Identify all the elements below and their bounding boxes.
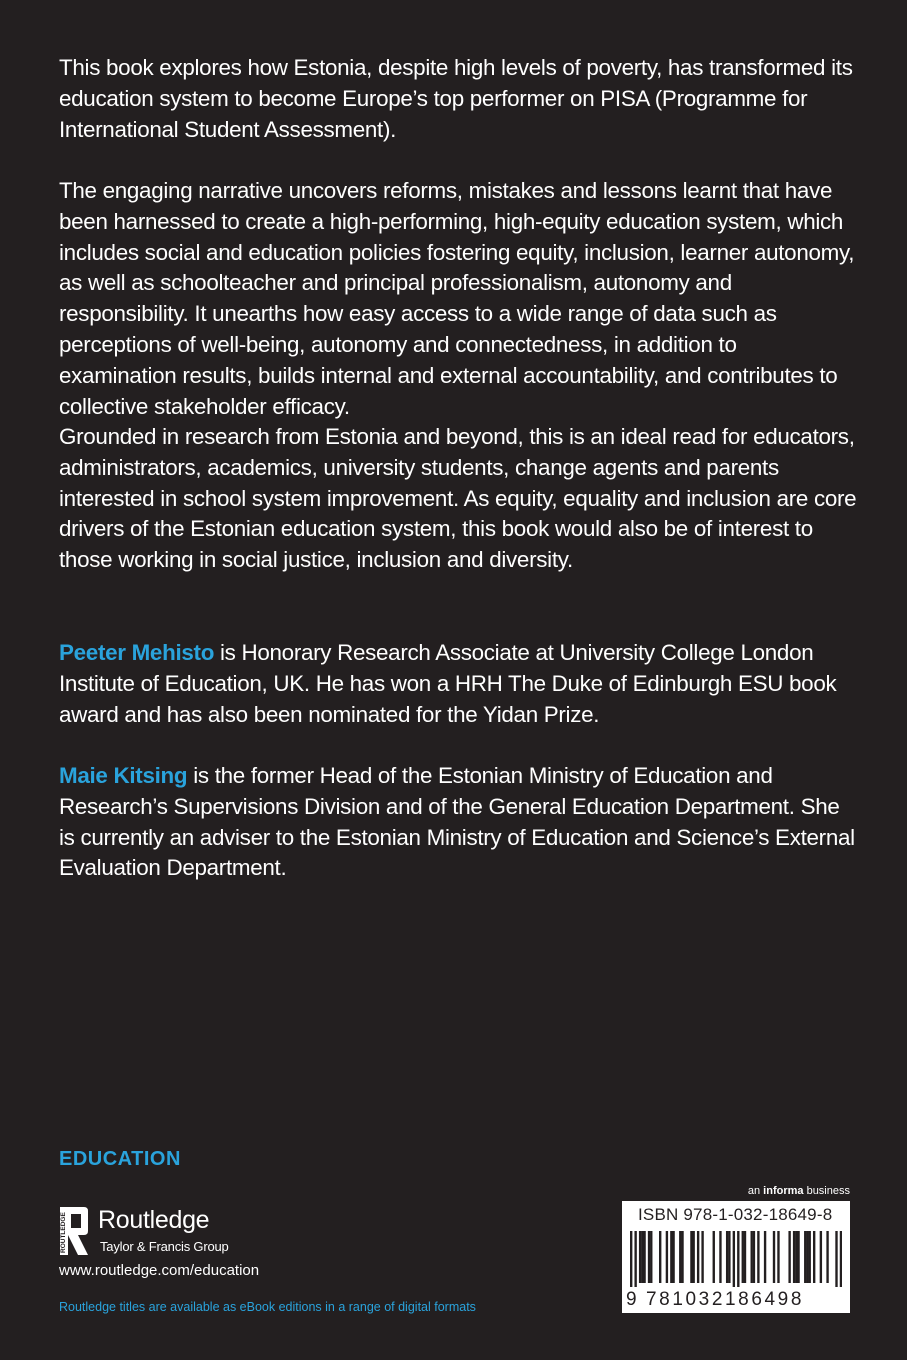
barcode-bar: [634, 1231, 636, 1287]
informa-brand: informa: [763, 1185, 804, 1197]
barcode-bar: [744, 1231, 746, 1283]
barcode-bar: [751, 1231, 753, 1283]
barcode-bar: [670, 1231, 672, 1283]
barcode-bar: [692, 1231, 694, 1283]
barcode-bar: [788, 1231, 790, 1283]
barcode-bar: [809, 1231, 811, 1283]
barcode-bar: [643, 1231, 645, 1283]
barcode-bar: [701, 1231, 703, 1283]
barcode-bar: [753, 1231, 755, 1283]
barcode-bar: [672, 1231, 674, 1283]
barcode-bar: [648, 1231, 650, 1283]
barcode-bar: [737, 1231, 739, 1287]
barcode-bar: [719, 1231, 721, 1283]
barcode-bar: [641, 1231, 643, 1283]
isbn-first-digit: 9: [626, 1289, 637, 1310]
routledge-r-icon: [54, 1205, 90, 1257]
barcode-bar: [733, 1231, 735, 1287]
barcode-bar: [726, 1231, 728, 1283]
barcode-bar: [690, 1231, 692, 1283]
barcode-bar: [813, 1231, 815, 1283]
barcode-bar: [806, 1231, 808, 1283]
isbn-digits: 781032186498: [646, 1289, 805, 1310]
publisher-url[interactable]: www.routledge.com/education: [59, 1262, 260, 1279]
informa-business-tag: [748, 1185, 850, 1197]
barcode-bar: [835, 1231, 837, 1287]
barcode-bar: [639, 1231, 641, 1283]
author-name-1: Peeter Mehisto: [59, 640, 215, 665]
barcode-bar: [797, 1231, 799, 1283]
blurb-paragraph-1: This book explores how Estonia, despite high levels of poverty, has transformed its education system to become Europe’s top performer on PISA (Programme for International Student Assessment).: [59, 55, 853, 142]
blurb-paragraph-2: The engaging narrative uncovers reforms, mistakes and lessons learnt that have been harnessed to create a high-performing, high-equity education system, which includes social and education policies fostering equity, inclusion, learner autonomy, as well as schoolteacher and principal professionalism, autonomy and responsibility. It unearths how easy access to a wide range of data such as perceptions of well-being, autonomy and connectedness, in addition to examination results, builds internal and external accountability, and contributes to collective stakeholder efficacy.: [59, 178, 855, 419]
publisher-name: Routledge: [98, 1206, 210, 1234]
barcode-bar: [666, 1231, 668, 1283]
barcode-bar: [697, 1231, 699, 1283]
ebook-note: Routledge titles are available as eBook editions in a range of digital formats: [59, 1300, 476, 1314]
barcode-bar: [795, 1231, 797, 1283]
isbn-barcode: [622, 1201, 850, 1313]
barcode-bars: [630, 1231, 842, 1287]
barcode-bar: [793, 1231, 795, 1283]
routledge-vertical-mark: ROUTLEDGE: [60, 1212, 67, 1253]
informa-prefix: an: [747, 1185, 764, 1197]
subject-category: EDUCATION: [59, 1148, 181, 1170]
author-name-2: Maie Kitsing: [59, 763, 188, 788]
barcode-bar: [659, 1231, 661, 1283]
barcode-bar: [820, 1231, 822, 1283]
barcode-bar: [773, 1231, 775, 1283]
barcode-bar: [679, 1231, 681, 1283]
blurb-paragraph-3: Grounded in research from Estonia and beyond, this is an ideal read for educators, administrators, academics, university students, change agents and parents interested in school system improvement. As equity, equality and inclusion are core drivers of the Estonian education system, this book would also be of interest to those working in social justice, inclusion and diversity.: [59, 424, 857, 573]
barcode-bar: [804, 1231, 806, 1283]
routledge-logo: [54, 1205, 254, 1259]
barcode-bar: [728, 1231, 730, 1283]
barcode-bar: [840, 1231, 842, 1287]
informa-suffix: business: [803, 1185, 850, 1197]
barcode-bar: [742, 1231, 744, 1283]
barcode-bar: [650, 1231, 652, 1283]
author-bio-text-2: is the former Head of the Estonian Ministry of Education and Research’s Supervisions Division and of the General Education Department. She is currently an adviser to the Estonian Ministry of Education and Science’s External Evaluation Department.: [59, 763, 855, 881]
barcode-bar: [713, 1231, 715, 1283]
isbn-label: ISBN 978-1-032-18649-8: [638, 1205, 833, 1224]
barcode-bar: [764, 1231, 766, 1283]
author-bio-2: [59, 761, 859, 884]
barcode-bar: [777, 1231, 779, 1283]
author-bio-text-1: is Honorary Research Associate at University College London Institute of Education, UK. He has won a HRH The Duke of Edinburgh ESU book award and has also been nominated for the Yidan Prize.: [59, 640, 837, 727]
publisher-group: Taylor & Francis Group: [100, 1239, 229, 1254]
barcode-bar: [681, 1231, 683, 1283]
barcode-bar: [757, 1231, 759, 1283]
barcode-bar: [630, 1231, 632, 1287]
author-bio-1: [59, 638, 859, 730]
barcode-bar: [826, 1231, 828, 1283]
